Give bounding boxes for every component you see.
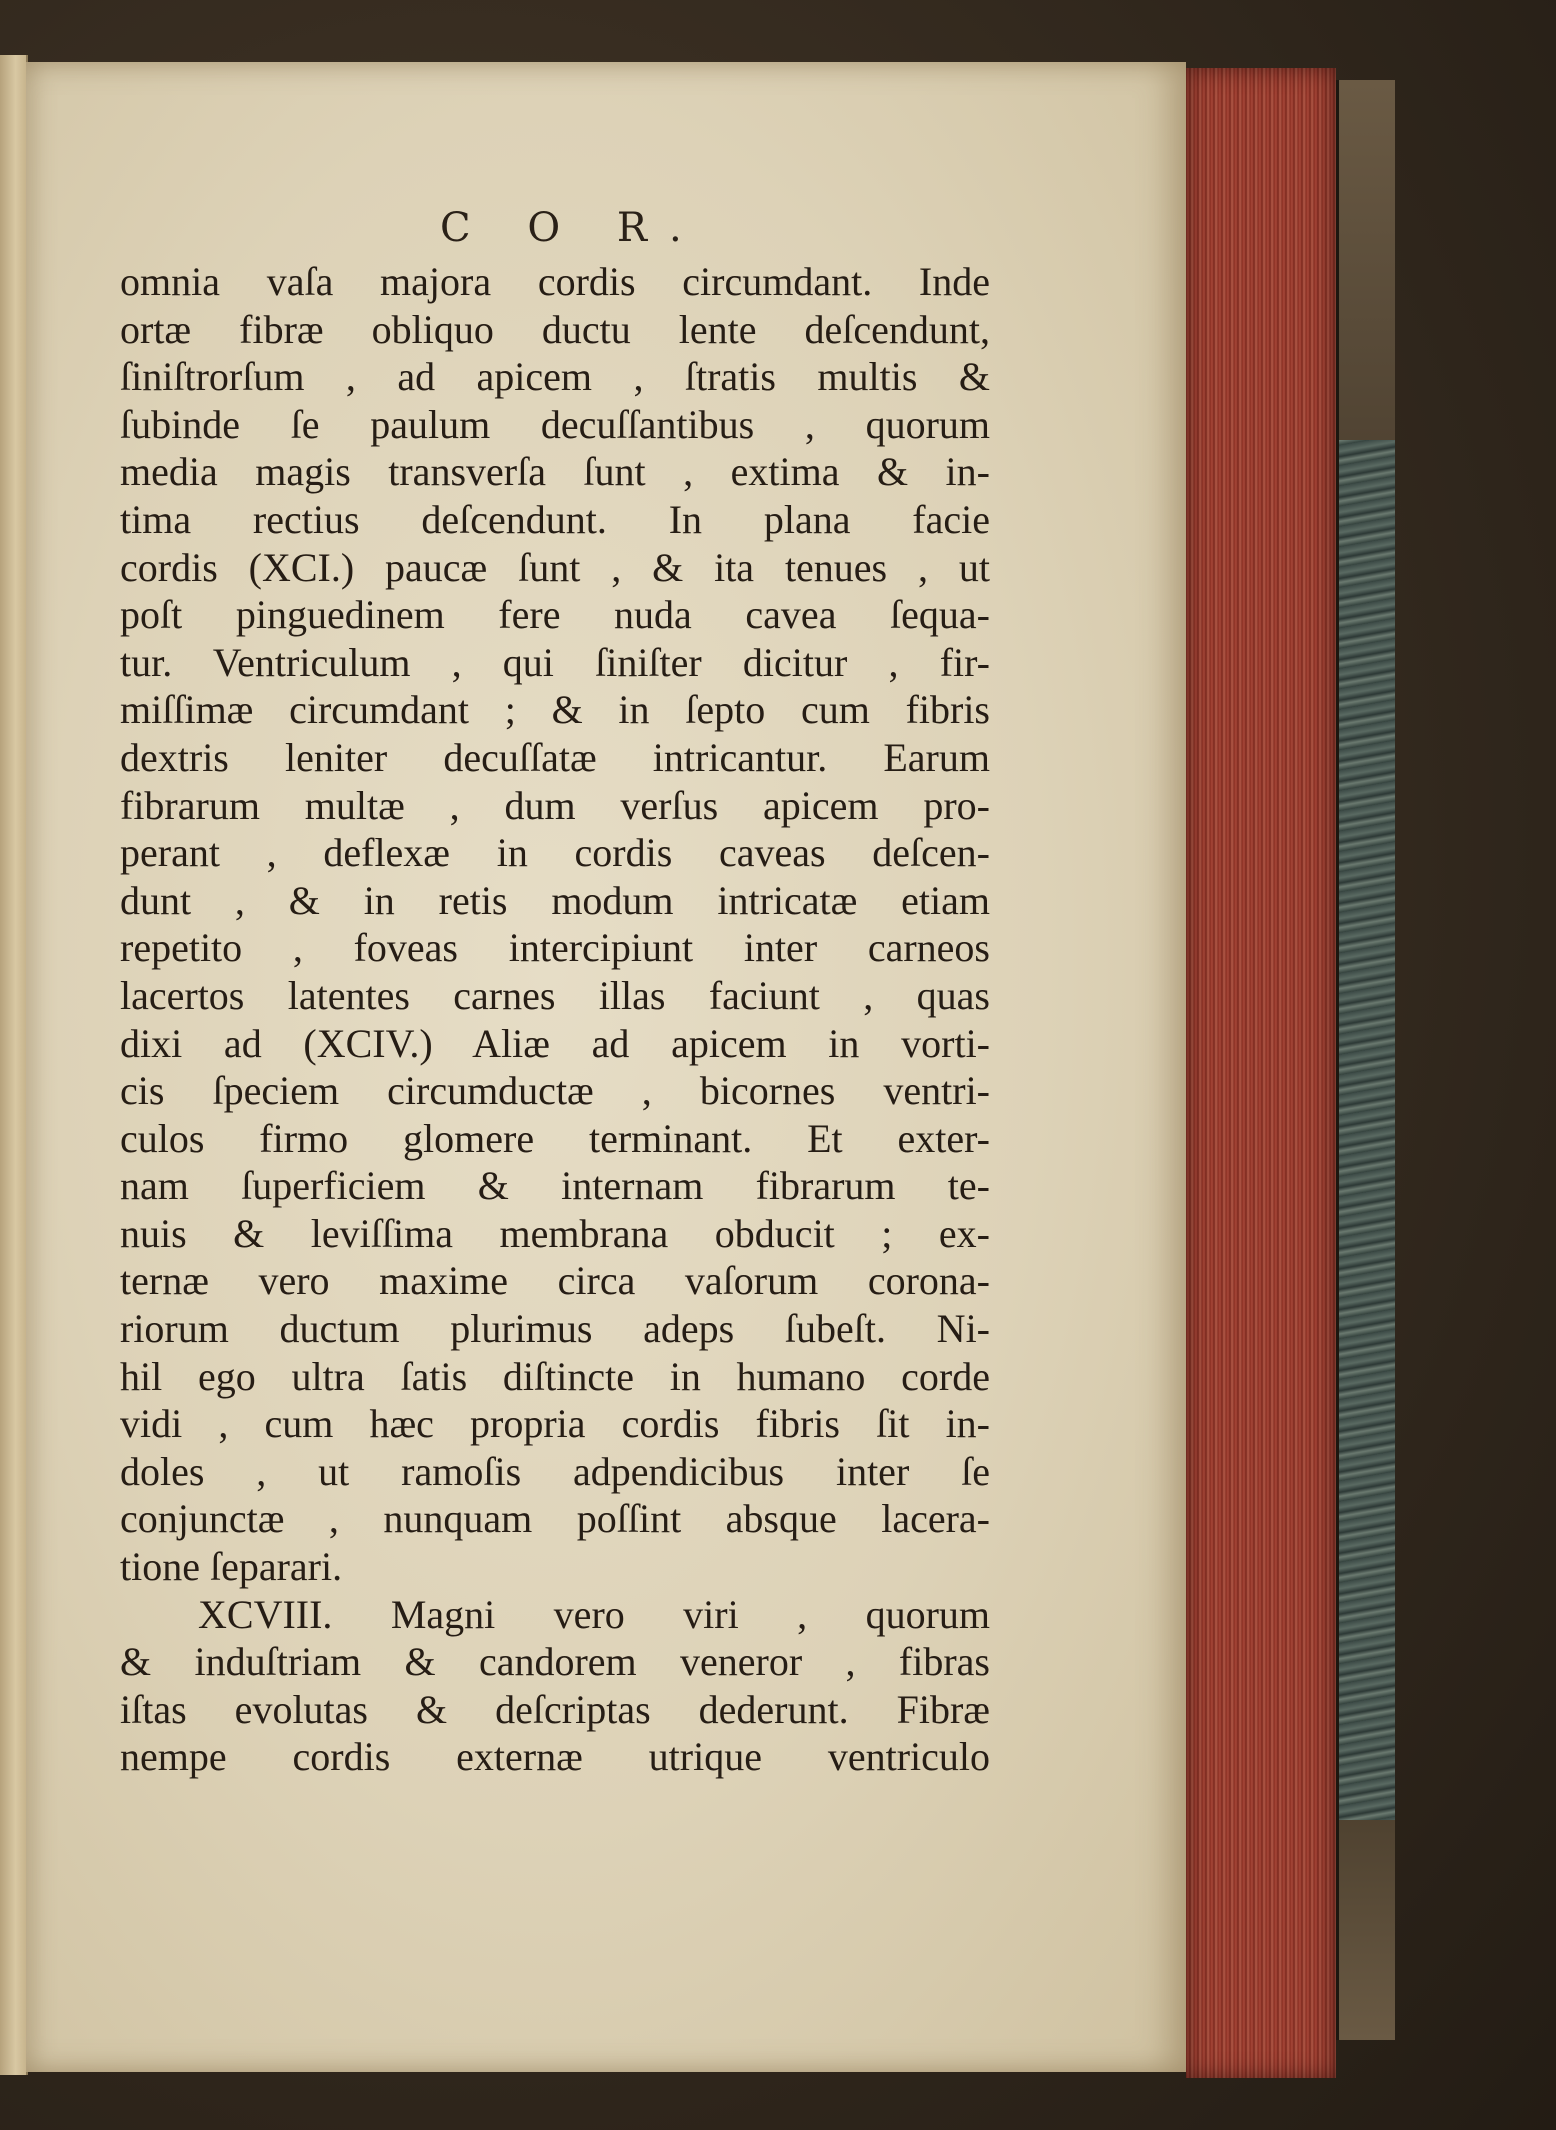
text-line: iſtas evolutas & deſcriptas dederunt. Fibræ [120,1686,990,1732]
text-line: poſt pinguedinem fere nuda cavea ſequa- [120,592,990,638]
text-line: fibrarum multæ , dum verſus apicem pro- [120,782,990,828]
text-line: cordis (XCI.) paucæ ſunt , & ita tenues , ut [120,544,990,590]
red-page-edges [1186,68,1336,2078]
text-line: tione ſeparari. [120,1544,343,1590]
text-line: ſubinde ſe paulum decuſſantibus , quorum [120,401,990,447]
text-line: lacertos latentes carnes illas faciunt , quas [120,972,990,1018]
text-line: culos firmo glomere terminant. Et exter- [120,1115,990,1161]
text-line: tur. Ventriculum , qui ſiniſter dicitur , fir- [120,639,990,685]
text-line: & induſtriam & candorem veneror , fibras [120,1639,990,1685]
text-line: media magis transverſa ſunt , extima & in- [120,449,990,495]
text-line: repetito , foveas intercipiunt inter carneos [120,925,990,971]
page-text [120,258,990,1781]
text-line: doles , ut ramoſis adpendicibus inter ſe [120,1448,990,1494]
text-line: nempe cordis externæ utrique ventriculo [120,1734,990,1780]
text-line: cis ſpeciem circumductæ , bicornes ventri- [120,1068,990,1114]
text-line: miſſimæ circumdant ; & in ſepto cum fibris [120,687,990,733]
text-line: hil ego ultra ſatis diſtincte in humano corde [120,1353,990,1399]
previous-page-edge [0,55,28,2075]
text-line: riorum ductum plurimus adeps ſubeſt. Ni- [120,1306,990,1352]
text-line: dunt , & in retis modum intricatæ etiam [120,877,990,923]
running-header: C O R. [440,205,704,251]
section-heading-line: XCVIII. Magni vero viri , quorum [198,1591,990,1637]
text-line: conjunctæ , nunquam poſſint absque lacera- [120,1496,990,1542]
text-line: omnia vaſa majora cordis circumdant. Inde [120,259,990,304]
text-line: perant , deflexæ in cordis caveas deſcen- [120,830,990,876]
leather-corner-top [1336,80,1395,440]
text-line: nam ſuperficiem & internam fibrarum te- [120,1163,990,1209]
text-line: vidi , cum hæc propria cordis fibris ſit in- [120,1401,990,1447]
text-line: tima rectius deſcendunt. In plana facie [120,496,990,542]
text-line: dextris leniter decuſſatæ intricantur. Earum [120,734,990,780]
text-line: ternæ vero maxime circa vaſorum corona- [120,1258,990,1304]
leather-corner-bottom [1336,1820,1395,2040]
text-line: nuis & leviſſima membrana obducit ; ex- [120,1210,990,1256]
text-line: dixi ad (XCIV.) Aliæ ad apicem in vorti- [120,1020,990,1066]
text-line: ortæ fibræ obliquo ductu lente deſcendunt, [120,306,990,352]
text-line: ſiniſtrorſum , ad apicem , ſtratis multis & [120,354,990,400]
